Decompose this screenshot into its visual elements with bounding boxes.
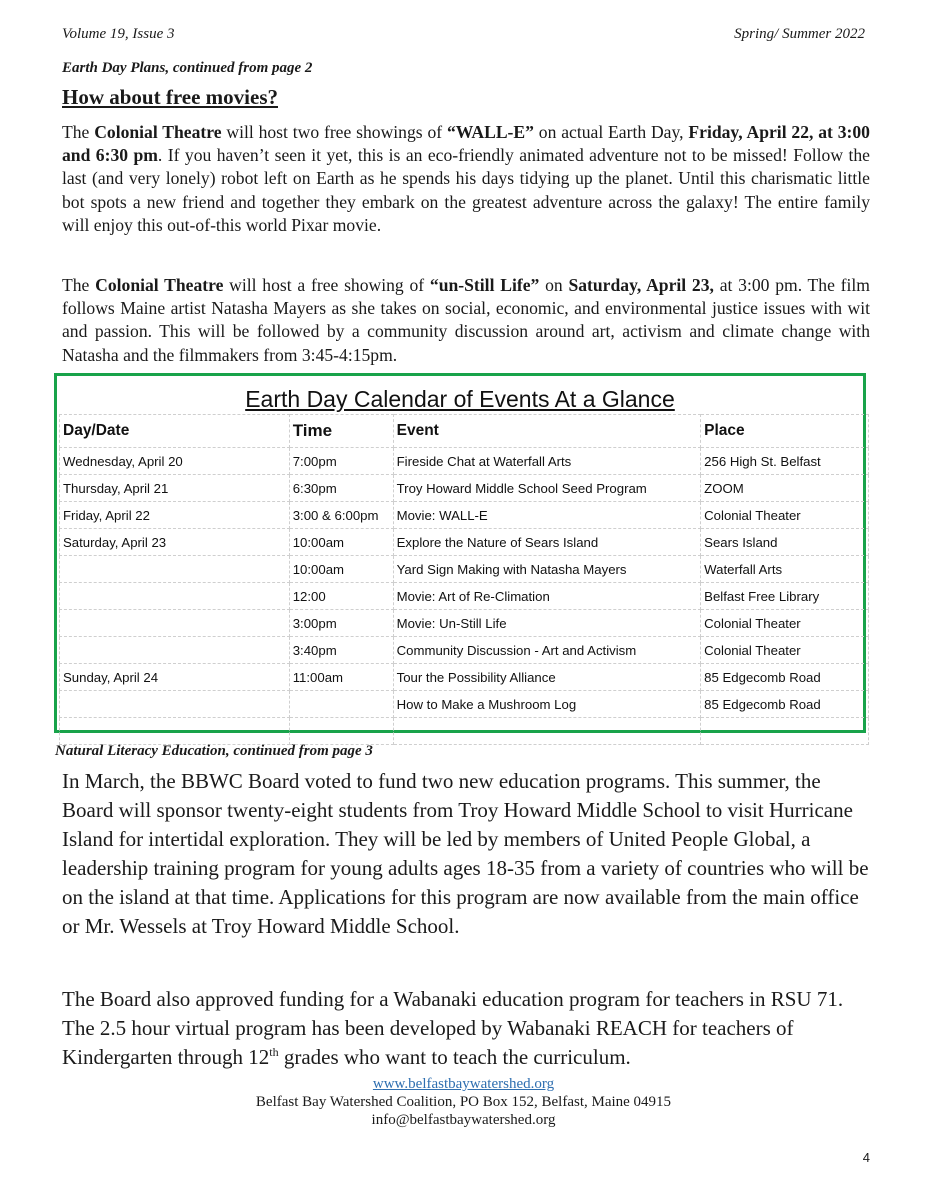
cell-event: Movie: WALL-E [393, 502, 701, 529]
contact-email: info@belfastbaywatershed.org [371, 1112, 556, 1128]
cell-event: Fireside Chat at Waterfall Arts [393, 448, 701, 475]
cell-date [60, 556, 290, 583]
cell-date [60, 583, 290, 610]
article-paragraph: In March, the BBWC Board voted to fund two new education programs. This summer, the Board will sponsor twenty-eight students from Troy Howard Middle School to visit Hurricane Island for intertidal exploration. They will be led by members of United People Global, a leadership training program for young adults ages 18-35 from a variety of countries who will be on the island at that time. Applications for this program are now available from the main office or Mr. Wessels at Troy Howard Middle School. [62, 769, 869, 938]
cell-date: Friday, April 22 [60, 502, 290, 529]
continued-label: Natural Literacy Education, continued from page 3 [55, 743, 373, 759]
column-header: Place [701, 415, 869, 448]
cell-time: 3:00 & 6:00pm [289, 502, 393, 529]
cell-date: Wednesday, April 20 [60, 448, 290, 475]
cell-place: Waterfall Arts [701, 556, 869, 583]
page-number: 4 [862, 1150, 870, 1165]
cell-event [393, 718, 701, 745]
cell-time: 11:00am [289, 664, 393, 691]
table-row [60, 718, 869, 745]
cell-place: Belfast Free Library [701, 583, 869, 610]
table-row [60, 448, 869, 475]
cell-event: Community Discussion - Art and Activism [393, 637, 701, 664]
column-header: Day/Date [60, 415, 290, 448]
table-row [60, 691, 869, 718]
table-row [60, 556, 869, 583]
cell-event: Yard Sign Making with Natasha Mayers [393, 556, 701, 583]
events-table [59, 414, 869, 745]
volume-label: Volume 19, Issue 3 [62, 26, 175, 42]
cell-date: Saturday, April 23 [60, 529, 290, 556]
table-header-row [60, 415, 869, 448]
table-row [60, 664, 869, 691]
cell-time: 3:40pm [289, 637, 393, 664]
table-row [60, 475, 869, 502]
cell-time [289, 691, 393, 718]
article-paragraph: The Colonial Theatre will host a free showing of “un-Still Life” on Saturday, April 23, at 3:00 pm. The film follows Maine artist Natasha Mayers as she takes on social, economic, and environmental justice issues with wit and passion. This will be followed by a community discussion around art, activism and climate change with Natasha and the filmmakers from 3:45-4:15pm. [62, 275, 870, 365]
cell-place: Sears Island [701, 529, 869, 556]
mailing-address: Belfast Bay Watershed Coalition, PO Box 152, Belfast, Maine 04915 [255, 1094, 672, 1110]
cell-place [701, 718, 869, 745]
cell-place: Colonial Theater [701, 610, 869, 637]
cell-event: Tour the Possibility Alliance [393, 664, 701, 691]
table-row [60, 610, 869, 637]
table-row [60, 637, 869, 664]
cell-place: 85 Edgecomb Road [701, 664, 869, 691]
cell-date [60, 718, 290, 745]
cell-date: Thursday, April 21 [60, 475, 290, 502]
cell-time [289, 718, 393, 745]
table-row [60, 529, 869, 556]
cell-date: Sunday, April 24 [60, 664, 290, 691]
cell-event: How to Make a Mushroom Log [393, 691, 701, 718]
cell-time: 3:00pm [289, 610, 393, 637]
cell-date [60, 610, 290, 637]
cell-time: 10:00am [289, 556, 393, 583]
article-paragraph: The Board also approved funding for a Wabanaki education program for teachers in RSU 71. The 2.5 hour virtual program has been developed by Wabanaki REACH for teachers of Kindergarten through 12th grades who want to teach the curriculum. [62, 987, 844, 1069]
cell-time: 7:00pm [289, 448, 393, 475]
cell-event: Explore the Nature of Sears Island [393, 529, 701, 556]
cell-place: Colonial Theater [701, 502, 869, 529]
column-header: Time [289, 415, 393, 448]
table-row [60, 502, 869, 529]
events-table-body [60, 448, 869, 745]
calendar-title: Earth Day Calendar of Events At a Glance [245, 386, 675, 412]
continued-label: Earth Day Plans, continued from page 2 [62, 60, 313, 76]
cell-time: 10:00am [289, 529, 393, 556]
column-header: Event [393, 415, 701, 448]
cell-date [60, 637, 290, 664]
cell-date [60, 691, 290, 718]
website-link[interactable]: www.belfastbaywatershed.org [372, 1076, 555, 1092]
cell-time: 6:30pm [289, 475, 393, 502]
cell-time: 12:00 [289, 583, 393, 610]
page-footer [0, 1075, 927, 1129]
cell-place: 256 High St. Belfast [701, 448, 869, 475]
cell-place: 85 Edgecomb Road [701, 691, 869, 718]
cell-event: Troy Howard Middle School Seed Program [393, 475, 701, 502]
events-calendar-box [54, 373, 866, 733]
article-paragraph: The Colonial Theatre will host two free showings of “WALL-E” on actual Earth Day, Friday, April 22, at 3:00 and 6:30 pm. If you haven’t seen it yet, this is an eco-friendly animated adventure not to be missed! Follow the last (and very lonely) robot left on Earth as he spends his days tidying up the planet. Until this charismatic little bot spots a new friend and together they embark on the greatest adventure across the galaxy! The entire family will enjoy this out-of-this world Pixar movie. [62, 122, 870, 235]
cell-event: Movie: Un-Still Life [393, 610, 701, 637]
cell-event: Movie: Art of Re-Climation [393, 583, 701, 610]
cell-place: Colonial Theater [701, 637, 869, 664]
article-headline: How about free movies? [62, 85, 278, 109]
season-label: Spring/ Summer 2022 [734, 26, 865, 42]
cell-place: ZOOM [701, 475, 869, 502]
table-row [60, 583, 869, 610]
